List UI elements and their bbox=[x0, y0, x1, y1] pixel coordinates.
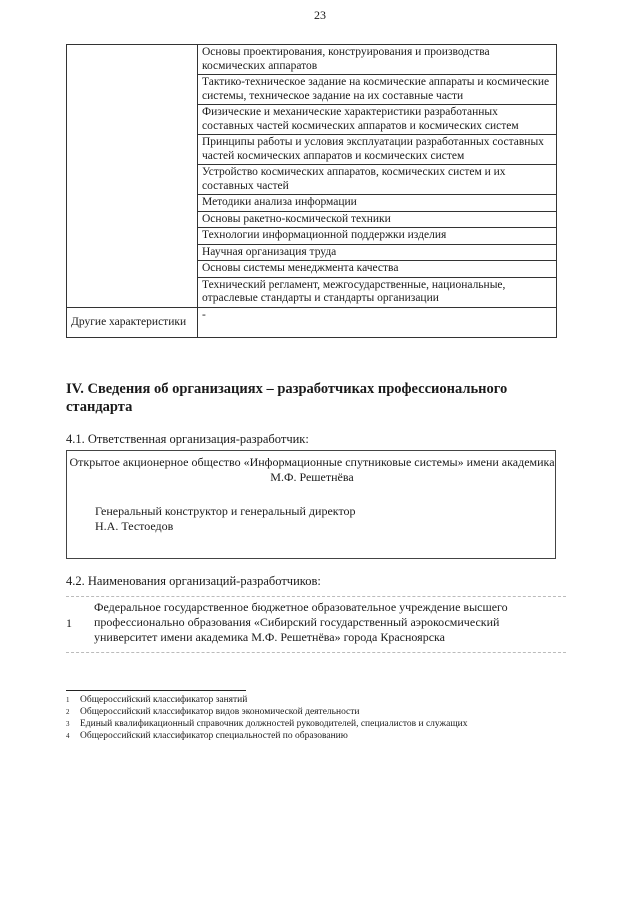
knowledge-item: Устройство космических аппаратов, космических систем и их составных частей bbox=[198, 165, 557, 195]
subsection-4-1-heading: 4.1. Ответственная организация-разработчик: bbox=[66, 432, 309, 446]
knowledge-item: Методики анализа информации bbox=[198, 195, 557, 212]
knowledge-item: Физические и механические характеристики разработанных составных частей космических аппаратов и космических систем bbox=[198, 105, 557, 135]
subsection-4-2-heading: 4.2. Наименования организаций-разработчиков: bbox=[66, 574, 321, 588]
footnote-number: 1 bbox=[66, 696, 70, 704]
footnote-text: Общероссийский классификатор специальностей по образованию bbox=[80, 731, 348, 741]
developer-organization-name: Федеральное государственное бюджетное образовательное учреждение высшего профессионально образования «Сибирский государственный аэрокосмический университет имени академика М.Ф. Решетнёва» города Красноярска bbox=[94, 600, 508, 644]
footnote bbox=[66, 706, 467, 718]
footnote-text: Общероссийский классификатор занятий bbox=[80, 695, 248, 705]
developer-organization-row bbox=[66, 596, 566, 654]
section-heading: IV. Сведения об организациях – разработчиках профессионального стандарта bbox=[66, 381, 508, 415]
table-row bbox=[67, 45, 557, 75]
responsible-organization-box bbox=[66, 450, 556, 559]
knowledge-item: Научная организация труда bbox=[198, 244, 557, 261]
signatory-position: Генеральный конструктор и генеральный директор bbox=[95, 504, 356, 518]
other-characteristics-label: Другие характеристики bbox=[67, 307, 198, 338]
knowledge-item: Технологии информационной поддержки изделия bbox=[198, 228, 557, 245]
footnote bbox=[66, 718, 467, 730]
knowledge-item: Основы ракетно-космической техники bbox=[198, 211, 557, 228]
knowledge-item: Основы системы менеджмента качества bbox=[198, 261, 557, 278]
footnotes bbox=[66, 694, 467, 742]
footnote-number: 2 bbox=[66, 708, 70, 716]
knowledge-item: Технический регламент, межгосударственные, национальные, отраслевые стандарты и стандарты организации bbox=[198, 277, 557, 307]
footnote bbox=[66, 730, 467, 742]
other-characteristics-value: - bbox=[198, 307, 557, 338]
table-left-cell bbox=[67, 45, 198, 308]
page-number: 23 bbox=[314, 8, 326, 22]
footnote-text: Единый квалификационный справочник должностей руководителей, специалистов и служащих bbox=[80, 719, 468, 729]
signatory-name: Н.А. Тестоедов bbox=[95, 519, 174, 533]
table-row bbox=[67, 307, 557, 338]
footnote-text: Общероссийский классификатор видов экономической деятельности bbox=[80, 707, 360, 717]
organization-name: Открытое акционерное общество «Информационные спутниковые системы» имени академика М.Ф. Решетнёва bbox=[69, 455, 555, 484]
footnote-number: 4 bbox=[66, 732, 70, 740]
row-divider bbox=[66, 652, 566, 653]
footnote bbox=[66, 694, 467, 706]
footnote-separator bbox=[66, 690, 246, 691]
developer-number: 1 bbox=[66, 616, 72, 630]
requirements-table bbox=[66, 44, 557, 338]
row-divider bbox=[66, 596, 566, 597]
footnote-number: 3 bbox=[66, 720, 70, 728]
knowledge-item: Основы проектирования, конструирования и производства космических аппаратов bbox=[198, 45, 557, 75]
knowledge-item: Принципы работы и условия эксплуатации разработанных составных частей космических аппаратов и космических систем bbox=[198, 135, 557, 165]
knowledge-item: Тактико-техническое задание на космические аппараты и космические системы, техническое задание на их составные части bbox=[198, 75, 557, 105]
